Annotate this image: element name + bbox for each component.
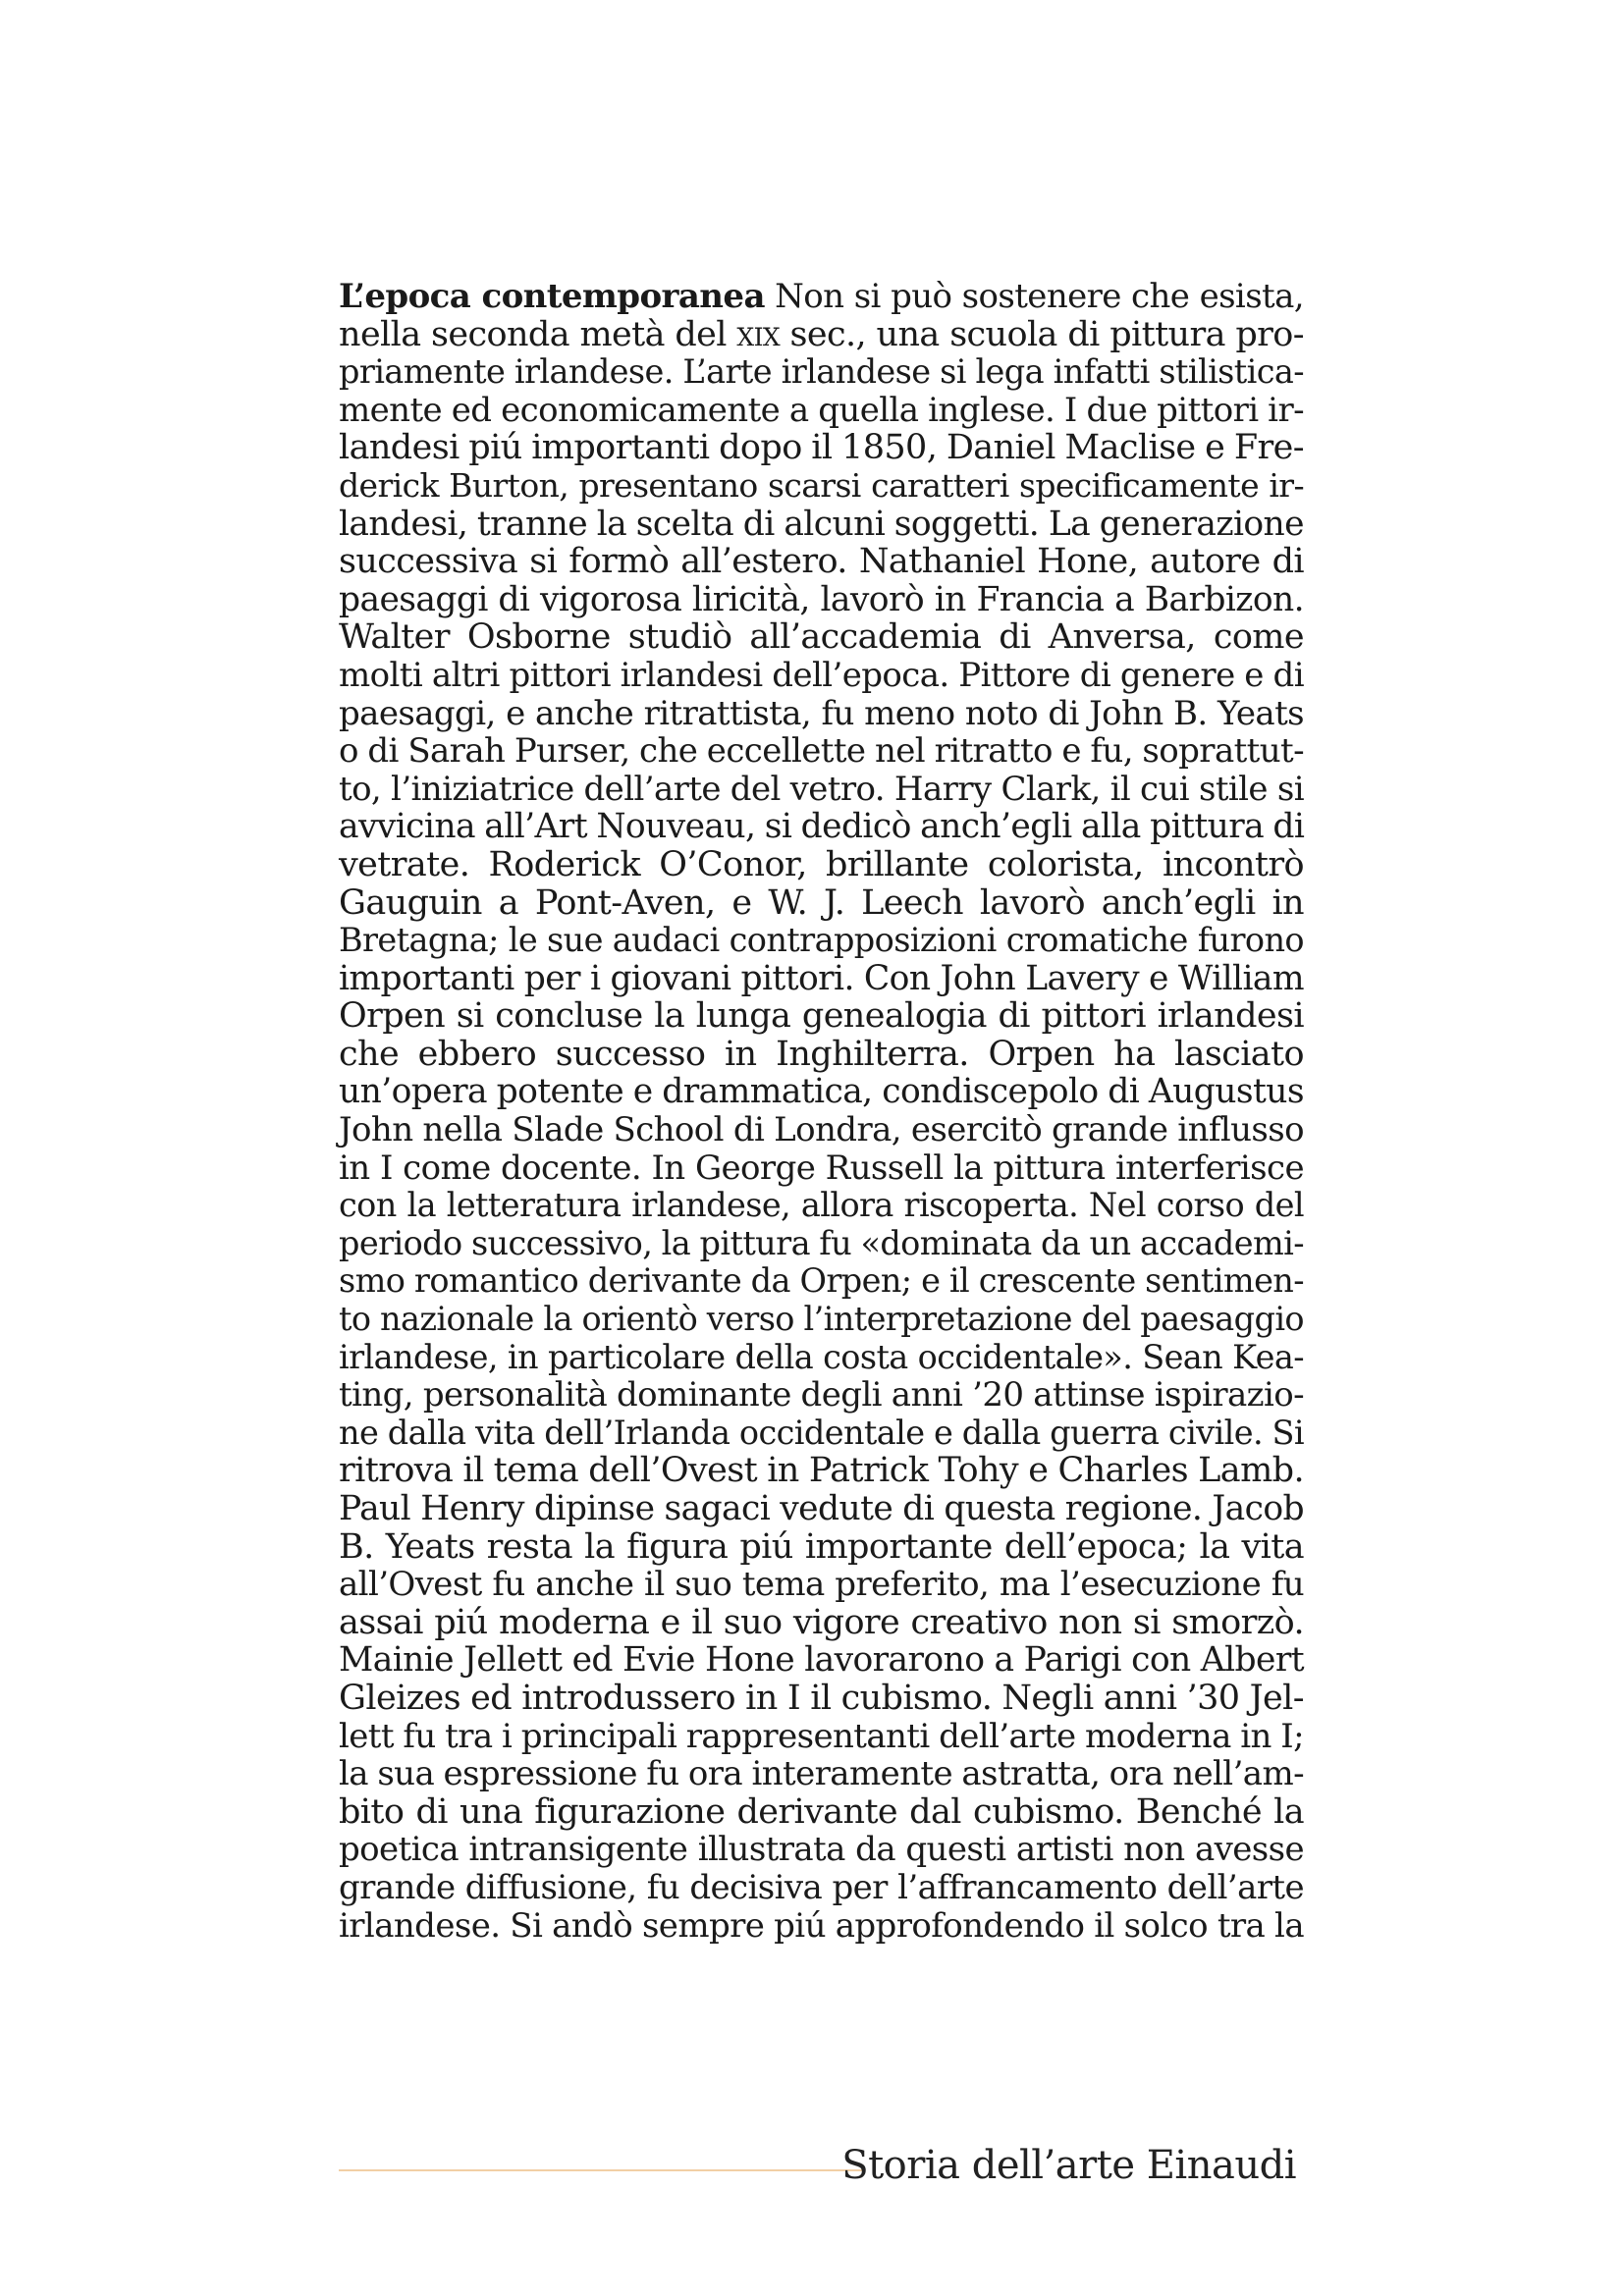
footer-rule xyxy=(339,2169,862,2171)
text-line: John nella Slade School di Londra, esercitò grande influsso xyxy=(339,1110,1304,1150)
text-line: lett fu tra i principali rappresentanti dell’arte moderna in I; xyxy=(339,1716,1304,1756)
text-line: mente ed economicamente a quella inglese. I due pittori ir- xyxy=(339,390,1304,430)
text-line: landesi, tranne la scelta di alcuni soggetti. La generazione xyxy=(339,504,1304,544)
text-line: bito di una figurazione derivante dal cubismo. Benché la xyxy=(339,1791,1304,1832)
century-numeral: xix xyxy=(736,314,781,354)
text-line: grande diffusione, fu decisiva per l’affrancamento dell’arte xyxy=(339,1867,1304,1907)
text-line: Orpen si concluse la lunga genealogia di pittori irlandesi xyxy=(339,996,1304,1037)
text-line: ting, personalità dominante degli anni ’20 attinse ispirazio- xyxy=(339,1375,1304,1415)
footer-title: Storia dell’arte Einaudi xyxy=(841,2143,1296,2188)
text-line: con la letteratura irlandese, allora riscoperta. Nel corso del xyxy=(339,1186,1304,1225)
body-text xyxy=(339,278,1304,1945)
text-line: Walter Osborne studiò all’accademia di Anversa, come xyxy=(339,617,1304,658)
text-line: vetrate. Roderick O’Conor, brillante colorista, incontrò xyxy=(339,844,1304,884)
text-line: importanti per i giovani pittori. Con John Lavery e William xyxy=(339,958,1304,998)
text-line: Bretagna; le sue audaci contrapposizioni cromatiche furono xyxy=(339,921,1304,960)
text-line: in I come docente. In George Russell la pittura interferisce xyxy=(339,1148,1304,1188)
text-line: che ebbero successo in Inghilterra. Orpen ha lasciato xyxy=(339,1034,1304,1074)
text-line: to nazionale la orientò verso l’interpretazione del paesaggio xyxy=(339,1300,1304,1339)
text-line: priamente irlandese. L’arte irlandese si lega infatti stilistica- xyxy=(339,352,1304,392)
text-line: assai piú moderna e il suo vigore creativo non si smorzò. xyxy=(339,1602,1304,1642)
text-line: nella seconda metà del xix sec., una scuola di pittura pro- xyxy=(339,314,1304,354)
section-heading: L’epoca contemporanea xyxy=(339,277,765,316)
text-line: derick Burton, presentano scarsi caratteri specificamente ir- xyxy=(339,465,1304,505)
text-line: Gauguin a Pont-Aven, e W. J. Leech lavorò anch’egli in xyxy=(339,882,1304,923)
text-line: Gleizes ed introdussero in I il cubismo. Negli anni ’30 Jel- xyxy=(339,1678,1304,1718)
text-line: Mainie Jellett ed Evie Hone lavorarono a Parigi con Albert xyxy=(339,1640,1304,1681)
text-line: la sua espressione fu ora interamente astratta, ora nell’am- xyxy=(339,1754,1304,1794)
text-line: ne dalla vita dell’Irlanda occidentale e dalla guerra civile. Si xyxy=(339,1413,1304,1452)
text-line: poetica intransigente illustrata da questi artisti non avesse xyxy=(339,1830,1304,1870)
text-line: ritrova il tema dell’Ovest in Patrick Tohy e Charles Lamb. xyxy=(339,1451,1304,1491)
text-line: un’opera potente e drammatica, condiscepolo di Augustus xyxy=(339,1072,1304,1112)
text-line: to, l’iniziatrice dell’arte del vetro. Harry Clark, il cui stile si xyxy=(339,769,1304,809)
text-line: Paul Henry dipinse sagaci vedute di questa regione. Jacob xyxy=(339,1489,1304,1528)
text-line: molti altri pittori irlandesi dell’epoca. Pittore di genere e di xyxy=(339,655,1304,695)
text-line: paesaggi di vigorosa liricità, lavorò in Francia a Barbizon. xyxy=(339,579,1304,619)
text-line: o di Sarah Purser, che eccellette nel ritratto e fu, soprattut- xyxy=(339,731,1304,772)
text-line: B. Yeats resta la figura piú importante dell’epoca; la vita xyxy=(339,1526,1304,1567)
text-line: L’epoca contemporanea Non si può sostenere che esista, xyxy=(339,277,1304,316)
text-line: smo romantico derivante da Orpen; e il crescente sentimen- xyxy=(339,1261,1304,1301)
text-line: irlandese, in particolare della costa occidentale». Sean Kea- xyxy=(339,1337,1304,1376)
text-line: successiva si formò all’estero. Nathaniel Hone, autore di xyxy=(339,542,1304,582)
text-line: irlandese. Si andò sempre piú approfondendo il solco tra la xyxy=(339,1905,1304,1946)
text-line: periodo successivo, la pittura fu «dominata da un accademi- xyxy=(339,1223,1304,1262)
text-line: landesi piú importanti dopo il 1850, Daniel Maclise e Fre- xyxy=(339,428,1304,468)
text-line: avvicina all’Art Nouveau, si dedicò anch’egli alla pittura di xyxy=(339,807,1305,847)
text-line: paesaggi, e anche ritrattista, fu meno noto di John B. Yeats xyxy=(339,693,1304,733)
text-line: all’Ovest fu anche il suo tema preferito, ma l’esecuzione fu xyxy=(339,1565,1304,1605)
